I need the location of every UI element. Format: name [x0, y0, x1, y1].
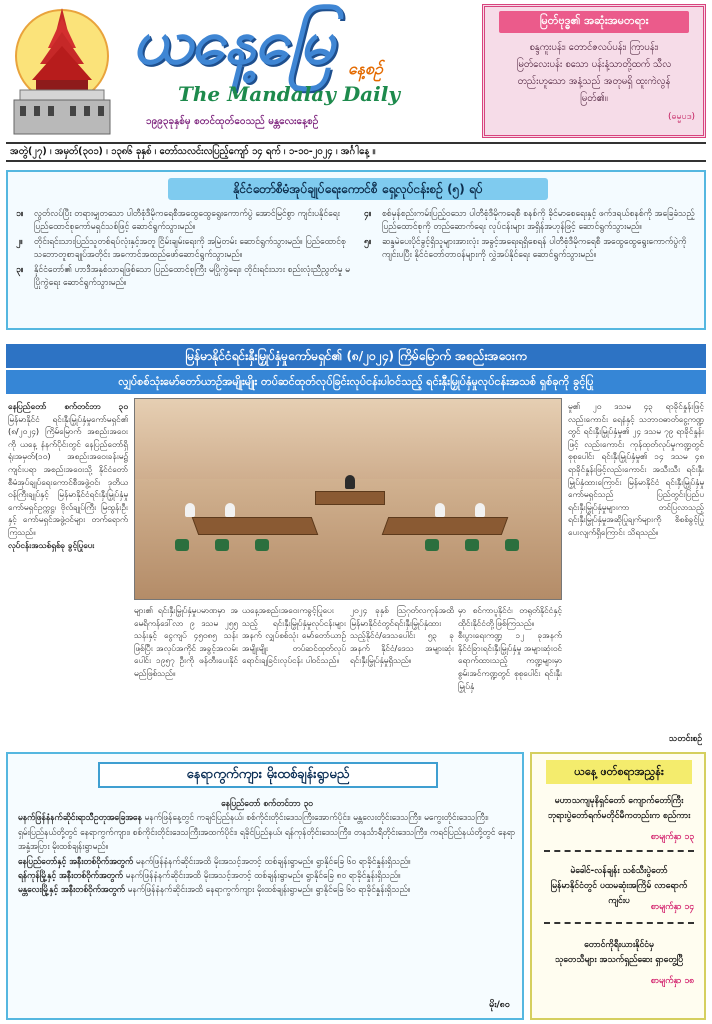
- index-entry-line: မြန်မာနိုင်ငံတွင် ပထမဆုံးအကြိမ် လာရောက်ကျင်းပ: [550, 881, 688, 906]
- photo-chair: [425, 539, 439, 551]
- index-entry-line: မဟာသကျမုနိရှင်တော် ကျောက်တော်ကြီး: [554, 796, 684, 806]
- newspaper-title-myanmar: ယနေ့မြေ: [132, 5, 333, 78]
- roadmap-item: [364, 236, 700, 262]
- masthead: [0, 0, 712, 140]
- weather-place-date: နေပြည်တော် စက်တင်ဘာ ၃၀: [221, 798, 313, 808]
- dhamma-quote-line: မြတ်လေးပန်း စသော ပန်းနံ့သာတို့ထက် သီလ: [516, 59, 672, 70]
- index-page-ref[interactable]: စာမျက်နှာ ၁၄: [650, 902, 694, 912]
- issue-dateline: အတွဲ(၂၇) ၊ အမှတ်(၃၀၁) ၊ ၁၃၈၆ ခုနှစ် ၊ တော်သလင်းလပြည့်ကျော် ၁၄ ရက် ၊ ၁-၁၀-၂၀၂၄ ၊ အင်္ဂါနေ့ ။: [6, 142, 706, 162]
- story-dateline: နေပြည်တော် စက်တင်ဘာ ၃၀: [8, 401, 128, 411]
- weather-paragraph-lead: မန္တလေးမြို့နှင့် အနီးတစ်ဝိုက်အတွက်: [18, 884, 125, 895]
- roadmap-item-text: လွတ်လပ်ပြီး တရားမျှတသော ပါတီစုံဒီမိုကရေစီအထွေထွေရွေးကောက်ပွဲ အောင်မြင်စွာ ကျင်းပနိုင်ရေး ပြည်ထောင်စုကော်မရှင်သစ်ဖြင့် ဆောင်ရွက်သွားမည်။: [34, 209, 340, 232]
- weather-paragraph: [18, 854, 516, 868]
- photo-chair: [465, 539, 479, 551]
- newspaper-title-english: The Mandalay Daily: [178, 82, 400, 106]
- photo-person: [435, 503, 445, 517]
- five-point-roadmap-box: [6, 170, 706, 330]
- photo-person: [185, 503, 195, 517]
- roadmap-column-left: [16, 208, 356, 292]
- weather-paragraph-text: မနက်ဖြန်နံနက်ဆိုင်းအထိ မိုးအသင့်အတင့် ထစ်ချန်းရွာမည်။ ရွာနိုင်ခြေ ၆၀ ရာခိုင်နှုန်းရှိသည်။: [135, 855, 411, 866]
- weather-paragraph-lead: မနက်ဖြန်နံနက်ဆိုင်းရာသီဥတုအခြေအနေ: [18, 812, 142, 823]
- roadmap-item-number: ၅။: [364, 237, 372, 247]
- weather-code: မိုး/၈၀: [489, 1000, 510, 1010]
- weather-paragraph-text: မနက်ဖြန်နံနက်ဆိုင်းအထိ နေရာကွက်ကျား မိုးထစ်ချန်းရွာမည်။ ရွာနိုင်ခြေ ၆၀ ရာခိုင်နှုန်းရှိသည်။: [127, 884, 411, 895]
- roadmap-item: [16, 236, 356, 262]
- weather-paragraph: [18, 810, 516, 853]
- dhamma-quote-box: [482, 4, 706, 138]
- index-entry-line: ဘုရားပွဲတော်ရက်မတိုင်မီကတည်းက စည်ကား: [547, 811, 691, 821]
- dhamma-quote-body: [493, 39, 695, 107]
- dhamma-quote-source: (ဓမ္မပဒ): [667, 112, 695, 122]
- roadmap-item-number: ၂။: [16, 237, 23, 247]
- story-column-left: [8, 400, 128, 740]
- dhamma-quote-title: မြတ်ဗုဒ္ဓ၏ အဆုံးအမတရား: [499, 11, 689, 33]
- roadmap-item-text: တိုင်းရင်းသားပြည်သူတစ်ရပ်လုံးနှင့်အတူ ငြိမ်းချမ်းရေးကို အမြဲတမ်း ဆောင်ရွက်သွားမည်။ ပြည်ထောင်စုသဘောတူစာချုပ်အတိုင်း အကောင်အထည်ဖော်ဆောင်ရွက်သွားမည်။: [34, 237, 346, 260]
- index-page-ref[interactable]: စာမျက်နှာ ၁၈: [650, 976, 694, 986]
- roadmap-item-number: ၄။: [364, 209, 372, 219]
- index-entry-line: သုတေသီများ အသက်ရှည်ဆေး ရှာတွေ့ပြီ: [554, 955, 684, 965]
- palace-logo-icon: [6, 4, 118, 136]
- weather-paragraph-text: မနက်ဖြန်နံနက်ဆိုင်းအထိ မိုးအသင့်အတင့် ထစ်ချန်းရွာမည်။ ရွာနိုင်ခြေ ၈၀ ရာခိုင်နှုန်းရှိသည်။: [125, 870, 401, 881]
- roadmap-item: [364, 208, 700, 234]
- roadmap-column-right: [364, 208, 700, 264]
- photo-chair: [215, 539, 229, 551]
- lead-headline-line-2: လျှပ်စစ်သုံးမော်တော်ယာဉ်အမျိုးမျိုး တပ်ဆင်ထုတ်လုပ်ခြင်းလုပ်ငန်းပါဝင်သည့် ရင်းနှီးမြှုပ်နှံမှုလုပ်ငန်းအသစ် ရှစ်ခုကို ခွင့်ပြု: [6, 370, 706, 394]
- index-divider: [544, 850, 694, 852]
- index-title: ယနေ့ ဖတ်စရာအညွှန်း: [546, 760, 692, 784]
- index-entry-line: တောင်ကိုရီးယားနိုင်ငံမှ: [584, 940, 654, 950]
- weather-paragraph-lead: နေပြည်တော်နှင့် အနီးတစ်ဝိုက်အတွက်: [18, 855, 134, 866]
- roadmap-item: [16, 208, 356, 234]
- weather-paragraph-lead: ရန်ကုန်မြို့နှင့် အနီးတစ်ဝိုက်အတွက်: [18, 870, 123, 881]
- newspaper-tagline: ၁၉၉၃ခုနှစ်မှ စတင်ထုတ်ဝေသည် မန္တလေးနေ့စဉ်: [146, 116, 319, 127]
- weather-title: နေရာကွက်ကျား မိုးထစ်ချန်းရွာမည်: [98, 762, 438, 788]
- story-column-bottom-1: များ၏ ရင်းနှီးမြှုပ်နှံမှုပမာဏမှာ အမေရိကန်ဒေါ်လာ ၉ ဒသမ ၂၅၅ သန်းနှင့် ငွေကျပ် ၄၅၀၈၅ သန်း ဖြစ်ပြီး အလုပ်အကိုင် အခွင့်အလမ်းပေါင်း ၁၉၅၇ ဦးကို ဖန်တီးပေးနိုင်မည်ဖြစ်သည်။: [134, 605, 238, 678]
- index-page-ref[interactable]: စာမျက်နှာ ၁၃: [650, 832, 694, 842]
- todays-reading-index: [530, 752, 706, 1020]
- roadmap-item-text: နိုင်ငံတော်၏ ဟာဒီအနှစ်သာရဖြစ်သော ပြည်ထောင်စုကြီး မပြိုကွဲရေး၊ တိုင်းရင်းသား စည်းလုံးညီညွတ်မှု မပြိုကွဲရေး ဆောင်ရွက်သွားမည်။: [34, 265, 351, 288]
- weather-paragraph: [18, 868, 516, 882]
- photo-table-right: [382, 517, 509, 535]
- story-column-bottom-4: မှာ စင်ကာပူနိုင်ငံ၊ တရုတ်နိုင်ငံနှင့် ထိုင်းနိုင်ငံတို့ဖြစ်ကြသည်။ စီးပွားရေးကဏ္ဍ ၁၂ ခုအနက် နိုင်ငံခြားရင်းနှီးမြှုပ်နှံမှု အများဆုံးဝင်ရောက်ထားသည့် ကဏ္ဍများမှာ စွမ်းအင်ကဏ္ဍတွင် စုစုပေါင်း ရင်းနှီးမြှုပ်နှံ: [458, 605, 562, 691]
- photo-chair: [505, 539, 519, 551]
- weather-forecast-box: [6, 752, 524, 1020]
- roadmap-title: နိုင်ငံတော်စီမံအုပ်ချုပ်ရေးကောင်စီ ရှေ့လုပ်ငန်းစဉ် (၅) ရပ်: [168, 178, 548, 200]
- index-entry-line: မဲခေါင်-လန်ချန်း သစ်သီးပွဲတော်: [570, 866, 668, 876]
- roadmap-item-text: စစ်မှန်စည်းကမ်းပြည့်ဝသော ပါတီစုံဒီမိုကရေစီ စနစ်ကို ခိုင်မာစေရေးနှင့် ဖက်ဒရယ်စနစ်ကို အခြေခံသည့် ပြည်ထောင်စုကို တည်ဆောက်ရေး လုပ်ငန်းများ အရှိန်အဟုန်ဖြင့် ဆောင်ရွက်သွားမည်။: [382, 209, 695, 232]
- photo-chair: [175, 539, 189, 551]
- dhamma-quote-line: မြတ်၏။: [580, 93, 608, 104]
- photo-person: [475, 503, 485, 517]
- newspaper-daily-label: နေ့စဉ်: [348, 59, 383, 78]
- photo-head-table: [315, 491, 385, 505]
- roadmap-item: [16, 264, 356, 290]
- story-column-bottom-2: ယနေ့အစည်းအဝေးကခွင့်ပြုပေးသည့် ရင်းနှီးမြှုပ်နှံမှုလုပ်ငန်းများအနက် လျှပ်စစ်သုံး မော်တော်ယာဉ် အမျိုးမျိုး တပ်ဆင်ထုတ်လုပ်ရောင်းချခြင်းလုပ်ငန်း ပါဝင်သည်။: [242, 605, 346, 666]
- title-block: [118, 2, 478, 140]
- dhamma-quote-line: တည်းဟူသော အနံ့သည် အတုမရှိ ထူးကဲလွန်: [517, 76, 671, 87]
- photo-chair: [255, 539, 269, 551]
- photo-person: [225, 503, 235, 517]
- story-text: မြန်မာနိုင်ငံ ရင်းနှီးမြှုပ်နှံမှုကော်မရှင်၏ (၈/၂၀၂၄) ကြိမ်မြောက် အစည်းအဝေးကို ယနေ့ နံနက်ပိုင်းတွင် နေပြည်တော်ရှိ ရုံးအမှတ်(၁၀) အစည်းအဝေးခန်းမ၌ ကျင်းပရာ အစည်းအဝေးသို့ နိုင်ငံတော်စီမံအုပ်ချုပ်ရေးကောင်စီအဖွဲ့ဝင်၊ ဒုတိယဝန်ကြီးချုပ်နှင့် မြန်မာနိုင်ငံရင်းနှီးမြှုပ်နှံမှုကော်မရှင်ဥက္ကဋ္ဌ၊ ဗိုလ်ချုပ်ကြီး မြထွန်းဦးနှင့် ကော်မရှင်အဖွဲ့ဝင်များ တက်ရောက်ကြသည်။: [8, 413, 128, 537]
- story-subhead: လုပ်ငန်းအသစ်ရှစ်ခု ခွင့်ပြုပေး: [8, 539, 95, 550]
- weather-paragraph-text: မနက်ဖြန်နေ့တွင် ကချင်ပြည်နယ်၊ စစ်ကိုင်းတိုင်းဒေသကြီးအောက်ပိုင်း၊ မန္တလေးတိုင်းဒေသကြီး၊ မကွေးတိုင်းဒေသကြီး၊ ရှမ်းပြည်နယ်တို့တွင် နေရာကွက်ကျား၊ စစ်ကိုင်းတိုင်းဒေသကြီးအထက်ပိုင်း၊ ရခိုင်ပြည်နယ်၊ ရန်ကုန်တိုင်းဒေသကြီး၊ တနင်္သာရီတိုင်းဒေသကြီး၊ ကရင်ပြည်နယ်တို့တွင် နေရာအနှံ့အပြား မိုးထစ်ချန်းရွာမည်။: [18, 812, 516, 852]
- roadmap-item-text: ဆန္ဒမဲပေးပိုင်ခွင့်ရှိသူများအားလုံး အခွင့်အရေးရရှိစေရန် ပါတီစုံဒီမိုကရေစီ အထွေထွေရွေးကောက်ပွဲကို ကျင်းပပြီး နိုင်ငံတော်တာဝန်များကို လွှဲအပ်နိုင်ရေး ဆောင်ရွက်သွားမည်။: [382, 237, 687, 260]
- index-entry[interactable]: [540, 794, 698, 824]
- photo-table-left: [192, 517, 319, 535]
- meeting-photo: [134, 398, 562, 600]
- roadmap-item-number: ၃။: [16, 265, 24, 275]
- story-column-bottom-3: ၂၀၂၄ ခုနှစ် ဩဂုတ်လကုန်အထိ မြန်မာနိုင်ငံတွင်ရင်းနှီးမြှုပ်နှံထားသည့်နိုင်ငံ/ဒေသပေါင်း ၅၃ ခုအနက် နိုင်ငံ/ဒေသ အများဆုံး ရင်းနှီးမြှုပ်နှံမှုရှိသည်။: [350, 605, 454, 666]
- index-entry[interactable]: [540, 938, 698, 968]
- roadmap-item-number: ၁။: [16, 209, 24, 219]
- weather-body: [18, 796, 516, 897]
- photo-wall: [135, 399, 562, 479]
- index-divider: [544, 922, 694, 924]
- lead-headline-line-1: မြန်မာနိုင်ငံရင်းနှီးမြှုပ်နှံမှုကော်မရှင်၏ (၈/၂၀၂၄) ကြိမ်မြောက် အစည်းအဝေးက: [6, 344, 706, 368]
- weather-paragraph: [18, 882, 516, 896]
- story-column-right: မှု၏ ၂၀ ဒသမ ၄၃ ရာခိုင်နှုန်းဖြင့် လည်းကောင်း ရေနံနှင့် သဘာဝဓာတ်ငွေ့ကဏ္ဍတွင် ရင်းနှီးမြှုပ်နှံမှု၏ ၂၄ ဒသမ ၇၉ ရာခိုင်နှုန်းဖြင့် လည်းကောင်း ကုန်ထုတ်လုပ်မှုကဏ္ဍတွင် စုစုပေါင်း ရင်းနှီးမြှုပ်နှံမှု၏ ၁၄ ဒသမ ၄၈ ရာခိုင်နှုန်းဖြင့်လည်းကောင်း အသီးသီး ရင်းနှီးမြှုပ်နှံထားကြောင်း မြန်မာနိုင်ငံ ရင်းနှီးမြှုပ်နှံမှုကော်မရှင်သည် ပြည်တွင်းပြည်ပ ရင်းနှီးမြှုပ်နှံမှုများကာ တင်ပြလာသည့် ရင်းနှီးမြှုပ်နှံမှုအဆိုပြုချက်များကို စိစစ်ခွင့်ပြုပေးလျက်ရှိကြောင်း သိရသည်။: [568, 401, 704, 537]
- dhamma-quote-line: စန္ဒကူးပန်း၊ တောင်ဇလပ်ပန်း၊ ကြာပန်း၊: [529, 42, 659, 53]
- photo-person: [345, 475, 355, 489]
- story-byline: သတင်းစဉ်: [669, 734, 702, 744]
